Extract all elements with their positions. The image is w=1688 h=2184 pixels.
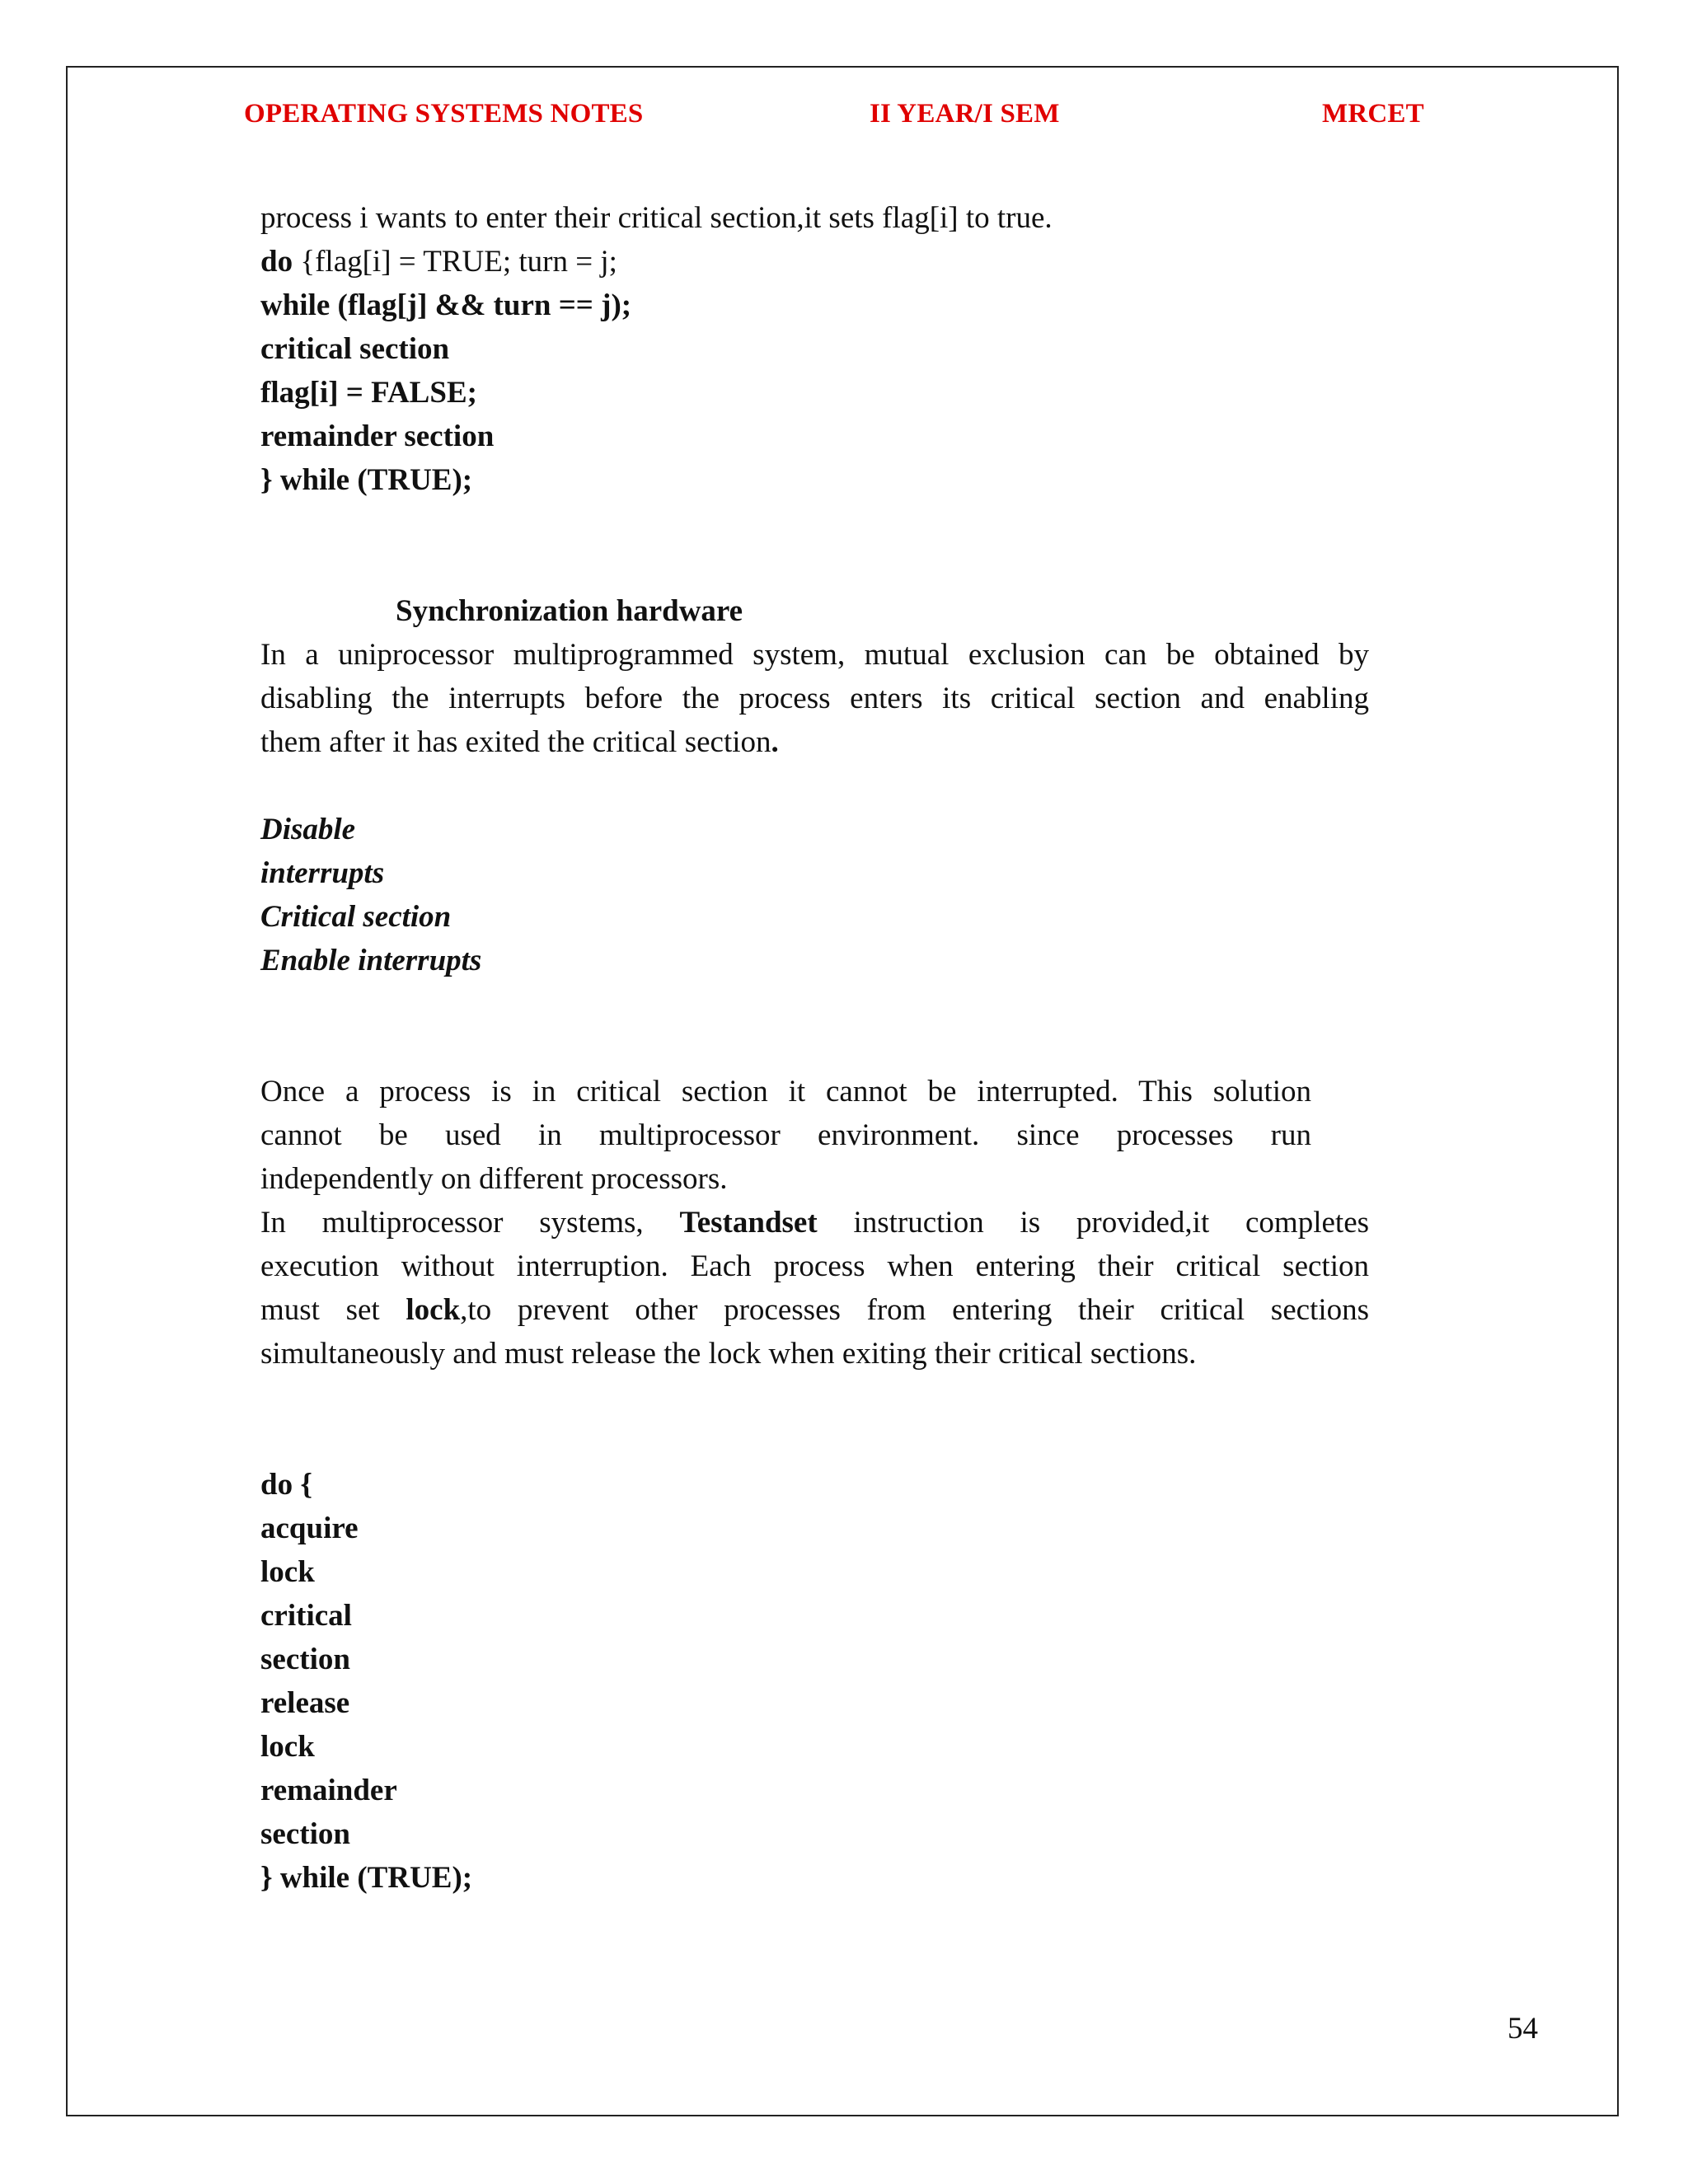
bottom-code-line: remainder [260, 1774, 397, 1807]
code-line-do [260, 240, 1369, 284]
bottom-code-line: } while (TRUE); [260, 1861, 473, 1895]
sync-para-period: . [771, 725, 779, 759]
header-year-sem: II YEAR/I SEM [870, 99, 1060, 129]
bottom-code-line: section [260, 1643, 350, 1676]
bottom-code-line: lock [260, 1730, 315, 1764]
bottom-code-line: do { [260, 1468, 312, 1502]
bottom-code-line: acquire [260, 1511, 359, 1545]
sync-para-text: them after it has exited the critical section [260, 725, 771, 759]
testandset-term: Testandset [679, 1206, 818, 1240]
multi-text: must set [260, 1293, 406, 1327]
once-line: independently on different processors. [260, 1162, 728, 1196]
multi-line [260, 1288, 1369, 1332]
multi-text: instruction is provided,it completes [817, 1206, 1370, 1240]
once-line: cannot be used in multiprocessor environment. since processes run [260, 1118, 1311, 1152]
page-number: 54 [1507, 2012, 1538, 2046]
multi-line: execution without interruption. Each process when entering their critical section [260, 1249, 1369, 1283]
bottom-code-line: section [260, 1817, 350, 1851]
bottom-code-line: critical [260, 1599, 352, 1633]
italic-line: interrupts [260, 856, 385, 890]
section-heading: Synchronization hardware [396, 594, 743, 628]
multi-line: simultaneously and must release the lock when exiting their critical sections. [260, 1337, 1197, 1371]
header-institution: MRCET [1322, 99, 1424, 129]
do-statement: {flag[i] = TRUE; turn = j; [293, 245, 617, 279]
multi-text: ,to prevent other processes from entering their critical sections [460, 1293, 1370, 1327]
bottom-code-line: release [260, 1686, 350, 1720]
italic-line: Disable [260, 813, 356, 846]
do-keyword: do [260, 245, 293, 279]
once-paragraph [260, 1070, 1311, 1201]
code-line-end: } while (TRUE); [260, 463, 473, 497]
bottom-code-line: lock [260, 1555, 315, 1589]
sync-para-line: disabling the interrupts before the process enters its critical section and enabling [260, 682, 1369, 715]
multi-line [260, 1201, 1369, 1244]
page-content [260, 196, 1369, 1900]
lock-term: lock [406, 1293, 461, 1327]
code-line-critical: critical section [260, 332, 450, 366]
multi-text: In multiprocessor systems, [260, 1206, 680, 1240]
once-line: Once a process is in critical section it cannot be interrupted. This solution [260, 1075, 1311, 1108]
italic-line: Critical section [260, 900, 452, 934]
sync-para-line: In a uniprocessor multiprogrammed system, mutual exclusion can be obtained by [260, 638, 1369, 672]
sync-para-line [260, 720, 1369, 764]
code-line-flag: flag[i] = FALSE; [260, 376, 477, 410]
italic-line: Enable interrupts [260, 944, 482, 977]
code-intro: process i wants to enter their critical section,it sets flag[i] to true. [260, 201, 1053, 235]
code-line-while: while (flag[j] && turn == j); [260, 288, 632, 322]
code-line-remainder: remainder section [260, 419, 495, 453]
header-course-title: OPERATING SYSTEMS NOTES [244, 99, 644, 129]
